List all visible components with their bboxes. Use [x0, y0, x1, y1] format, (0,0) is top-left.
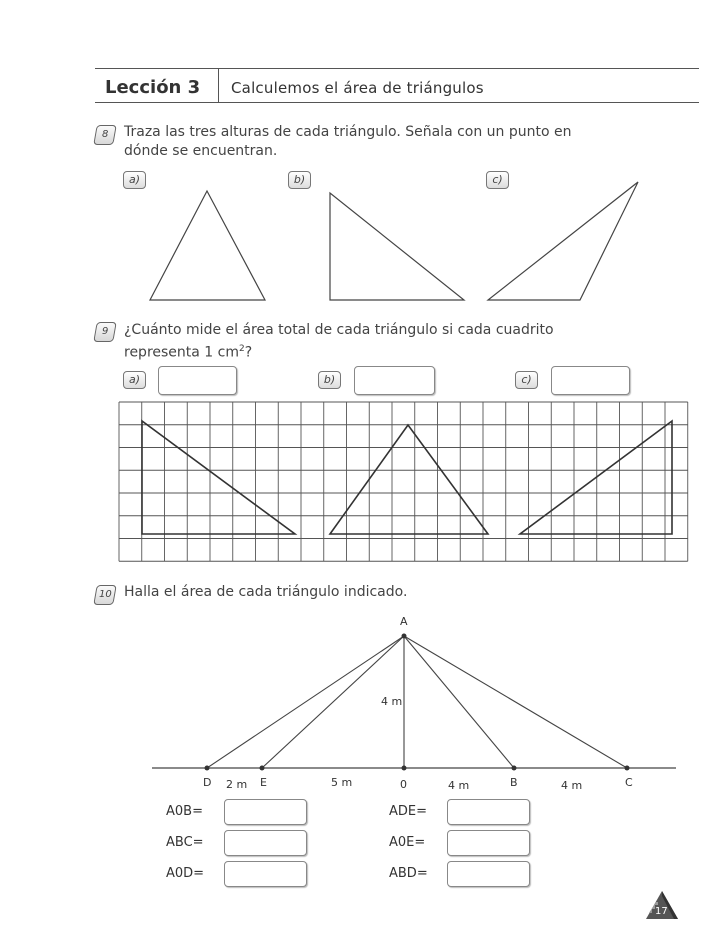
- ex10-label-height: 4 m: [381, 695, 403, 708]
- ex10-point-B: [512, 766, 517, 771]
- ex10-label-C: C: [625, 776, 633, 789]
- ex10-point-E: [260, 766, 265, 771]
- ex10-side-AD: [207, 636, 404, 768]
- ex10-answer-label-ABC: ABC=: [166, 835, 204, 850]
- ex10-answer-ABC[interactable]: [224, 830, 307, 856]
- ex10-answer-label-ADE: ADE=: [389, 804, 428, 819]
- ex10-answer-label-A0E: A0E=: [389, 835, 426, 850]
- ex10-label-D: D: [203, 776, 212, 789]
- ex10-point-0: [402, 766, 407, 771]
- exercise-8-badge: 8: [93, 125, 117, 145]
- exercise-10-badge: 10: [93, 585, 117, 605]
- ex9-label-a: a): [123, 371, 146, 389]
- ex10-answer-A0E[interactable]: [447, 830, 530, 856]
- ex10-point-C: [625, 766, 630, 771]
- ex10-side-AC: [404, 636, 627, 768]
- ex10-answer-label-ABD: ABD=: [389, 866, 428, 881]
- ex10-label-B: B: [510, 776, 518, 789]
- page-number: 17: [655, 906, 668, 917]
- ex10-label-E0: 5 m: [331, 776, 353, 789]
- ex10-answer-A0B[interactable]: [224, 799, 307, 825]
- ex9-label-c: c): [515, 371, 538, 389]
- exercise-9-badge: 9: [93, 322, 117, 342]
- lesson-title: Calculemos el área de triángulos: [231, 79, 484, 97]
- ex10-answer-ABD[interactable]: [447, 861, 530, 887]
- ex10-point-A: [402, 634, 407, 639]
- ex10-label-E: E: [260, 776, 267, 789]
- ex8-label-a: a): [123, 171, 146, 189]
- exercise-9-text: ¿Cuánto mide el área total de cada triángulo si cada cuadrito representa 1 $cm^2$?: [124, 322, 554, 361]
- ex10-answer-label-A0D: A0D=: [166, 866, 205, 881]
- ex10-point-D: [205, 766, 210, 771]
- ex10-answer-ADE[interactable]: [447, 799, 530, 825]
- ex9-label-b: b): [318, 371, 341, 389]
- ex10-label-DE: 2 m: [226, 778, 248, 791]
- ex10-answer-A0D[interactable]: [224, 861, 307, 887]
- ex10-answer-label-A0B: A0B=: [166, 804, 203, 819]
- exercise-8-text: Traza las tres alturas de cada triángulo. Señala con un punto en dónde se encuentran.: [124, 124, 572, 159]
- ex10-label-BC: 4 m: [561, 779, 583, 792]
- ex8-label-c: c): [486, 171, 509, 189]
- lesson-number: Lección 3: [105, 77, 201, 98]
- ex10-label-A: A: [400, 615, 408, 628]
- exercise-10-text: Halla el área de cada triángulo indicado.: [124, 584, 408, 600]
- ex10-side-AB: [404, 636, 514, 768]
- ex10-label-0B: 4 m: [448, 779, 470, 792]
- ex10-label-0: 0: [400, 778, 407, 791]
- ex8-label-b: b): [288, 171, 311, 189]
